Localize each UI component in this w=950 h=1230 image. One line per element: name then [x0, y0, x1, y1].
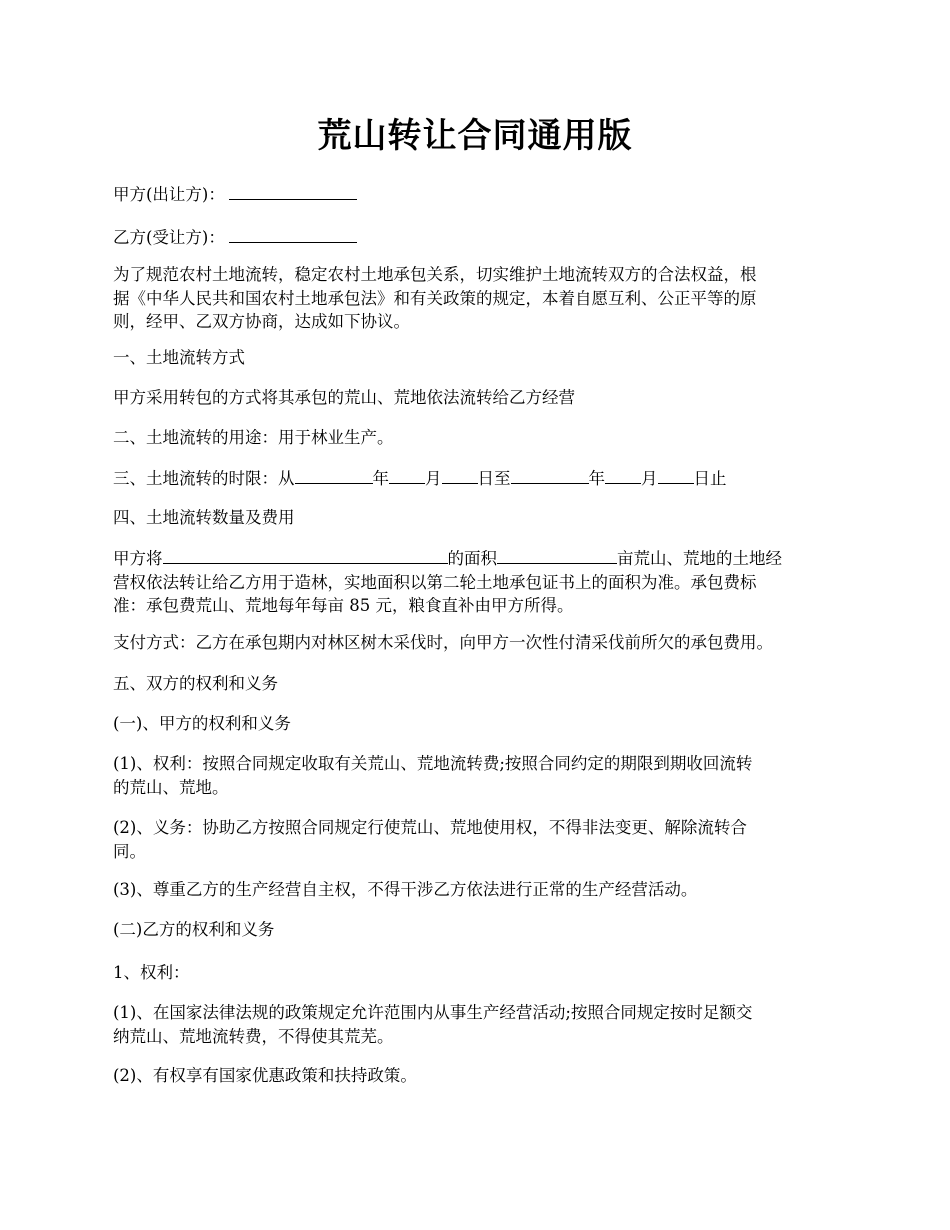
section-4-heading: 四、土地流转数量及费用 [113, 508, 295, 527]
party-a-duties [113, 816, 843, 863]
party-a-blank [229, 182, 357, 200]
start-year-blank [295, 466, 373, 484]
area-label: 的面积 [447, 549, 497, 568]
section-5-heading: 五、双方的权利和义务 [113, 674, 278, 693]
payment-terms: 支付方式：乙方在承包期内对林区树木采伐时，向甲方一次性付清采伐前所欠的承包费用。 [113, 633, 773, 652]
party-a-respect: (3)、尊重乙方的生产经营自主权，不得干涉乙方依法进行正常的生产经营活动。 [113, 880, 698, 899]
area-rest: 亩荒山、荒地的土地经 [617, 549, 782, 568]
area-lead: 甲方将 [113, 549, 163, 568]
party-b-right-2: (2)、有权享有国家优惠政策和扶持政策。 [113, 1066, 417, 1085]
party-b-label: 乙方(受让方)： [113, 228, 225, 247]
party-a-duties-line: 同。 [113, 841, 146, 861]
section-4-line: 准：承包费荒山、荒地每年每亩 85 元，粮食直补由甲方所得。 [113, 596, 574, 615]
term-month-2: 月 [641, 469, 658, 488]
section-1-text: 甲方采用转包的方式将其承包的荒山、荒地依法流转给乙方经营 [113, 388, 575, 407]
preamble-line: 则，经甲、乙双方协商，达成如下协议。 [113, 312, 410, 331]
term-day-to: 日至 [477, 469, 511, 488]
end-day-blank [658, 466, 694, 484]
term-day-end: 日止 [693, 469, 727, 488]
party-b-right-1-line: 纳荒山、荒地流转费，不得使其荒芜。 [113, 1026, 394, 1046]
end-month-blank [605, 466, 641, 484]
start-day-blank [442, 466, 478, 484]
party-a-duties-line: (2)、义务：协助乙方按照合同规定行使荒山、荒地使用权，不得非法变更、解除流转合 [113, 818, 747, 837]
preamble-line: 据《中华人民共和国农村土地承包法》和有关政策的规定，本着自愿互利、公正平等的原 [113, 288, 757, 308]
party-b-rights-label: 1、权利： [113, 963, 190, 982]
term-month-1: 月 [425, 469, 442, 488]
sub-1-heading: (一)、甲方的权利和义务 [113, 714, 291, 733]
section-3-term [113, 466, 843, 491]
party-a-label: 甲方(出让方)： [113, 185, 225, 204]
section-2-text: 二、土地流转的用途：用于林业生产。 [113, 428, 394, 447]
party-a-line [113, 182, 843, 207]
party-a-rights [113, 752, 843, 799]
term-year-2: 年 [588, 469, 605, 488]
section-4-paragraph [113, 546, 843, 618]
preamble-line: 为了规范农村土地流转，稳定农村土地承包关系，切实维护土地流转双方的合法权益，根 [113, 265, 757, 284]
party-b-line [113, 225, 843, 250]
term-year-1: 年 [372, 469, 389, 488]
land-area-blank [497, 546, 617, 564]
end-year-blank [511, 466, 589, 484]
party-b-blank [229, 225, 357, 243]
section-4-line: 营权依法转让给乙方用于造林，实地面积以第二轮土地承包证书上的面积为准。承包费标 [113, 572, 757, 592]
preamble-paragraph [113, 263, 843, 334]
party-a-rights-line: 的荒山、荒地。 [113, 777, 229, 797]
party-a-rights-line: (1)、权利：按照合同规定收取有关荒山、荒地流转费;按照合同约定的期限到期收回流转 [113, 754, 753, 773]
term-prefix: 三、土地流转的时限：从 [113, 469, 295, 488]
party-b-right-1-line: (1)、在国家法律法规的政策规定允许范围内从事生产经营活动;按照合同规定按时足额交 [113, 1003, 753, 1022]
sub-2-heading: (二)乙方的权利和义务 [113, 920, 275, 939]
start-month-blank [389, 466, 425, 484]
section-1-heading: 一、土地流转方式 [113, 348, 245, 367]
document-title: 荒山转让合同通用版 [317, 116, 633, 156]
land-location-blank [163, 546, 448, 564]
party-b-right-1 [113, 1001, 843, 1048]
